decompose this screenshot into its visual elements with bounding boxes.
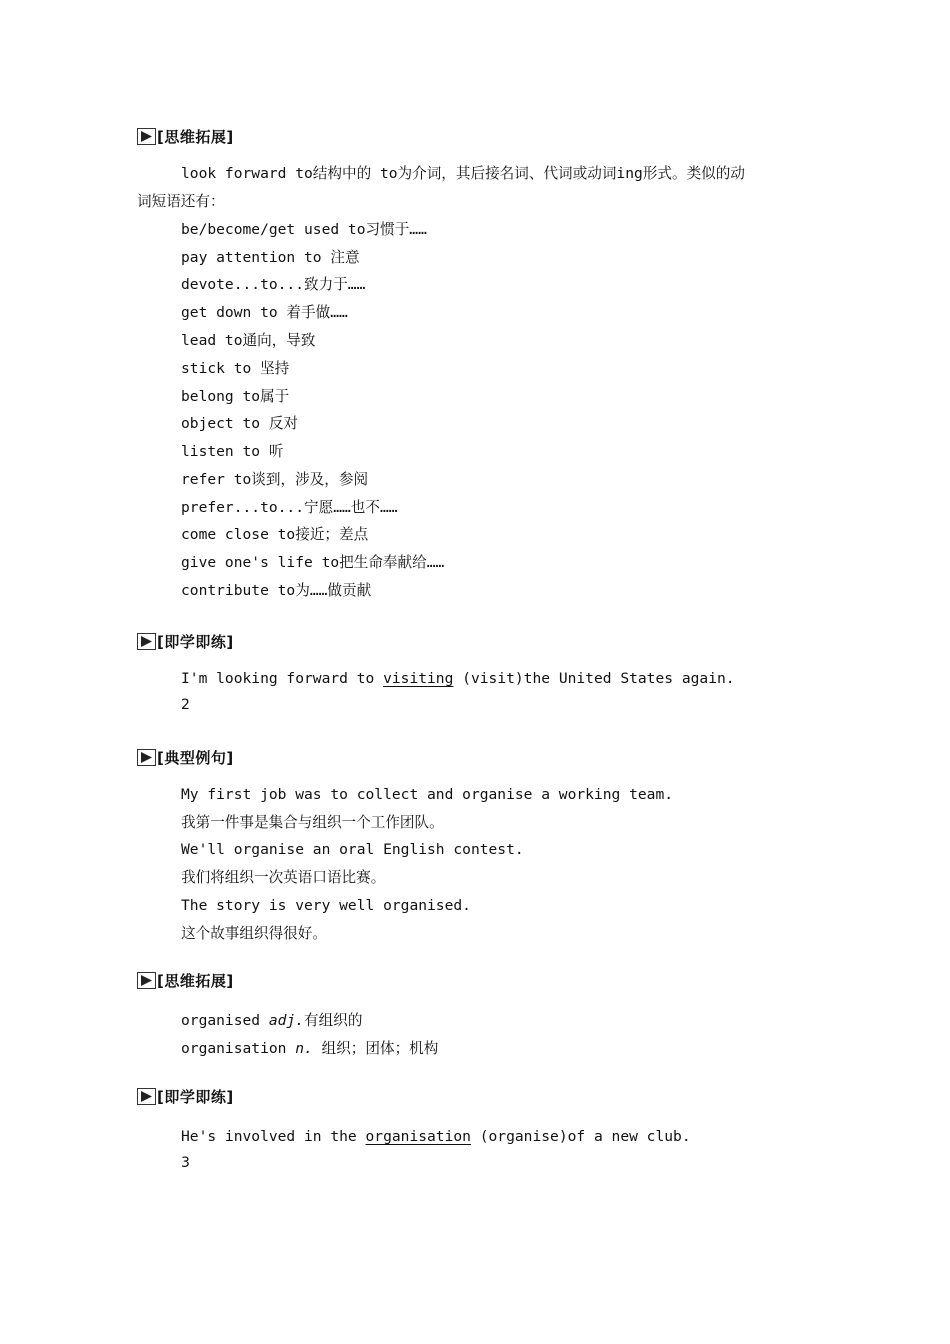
phrase-item: come close to接近；差点 [181, 526, 369, 543]
sentence-end: (visit)the United States again. [453, 670, 735, 687]
section-header-examples [137, 746, 234, 768]
phrase-item: give one's life to把生命奉献给…… [181, 554, 445, 571]
play-arrow-icon [137, 749, 156, 766]
meaning: 有组织的 [304, 1012, 363, 1029]
exercise-sentence [181, 1127, 691, 1147]
word-entry [181, 1039, 438, 1059]
play-arrow-icon [137, 128, 156, 145]
meaning: 组织；团体；机构 [312, 1040, 439, 1057]
sentence-start: I'm looking forward to [181, 670, 384, 687]
phrase-item: pay attention to 注意 [181, 249, 360, 266]
phrase-item: belong to属于 [181, 388, 290, 405]
phrase-item: prefer...to...宁愿……也不…… [181, 499, 398, 516]
play-arrow-icon [137, 972, 156, 989]
word-entry [181, 1011, 362, 1031]
play-arrow-icon [137, 1088, 156, 1105]
example-translation: 我们将组织一次英语口语比赛。 [181, 869, 386, 886]
section-header-thinking-1 [137, 125, 234, 147]
section-title: [思维拓展] [157, 971, 234, 990]
play-arrow-icon [137, 633, 156, 650]
phrase-item: be/become/get used to习惯于…… [181, 221, 427, 238]
section-header-practice-1 [137, 630, 234, 652]
section-title: [思维拓展] [157, 127, 234, 146]
word: organisation [181, 1040, 296, 1057]
phrase-item: lead to通向，导致 [181, 332, 316, 349]
phrase-item: devote...to...致力于…… [181, 276, 366, 293]
section-title: [即学即练] [157, 632, 234, 651]
phrase-item: contribute to为……做贡献 [181, 582, 372, 599]
example-sentence: We'll organise an oral English contest. [181, 841, 524, 858]
page-number: 2 [181, 697, 190, 713]
section-title: [典型例句] [157, 748, 234, 767]
intro-line-1: look forward to结构中的 to为介词，其后接名词、代词或动词ing形式。类似的动 [181, 165, 745, 182]
part-of-speech: n. [295, 1040, 313, 1057]
section-title: [即学即练] [157, 1087, 234, 1106]
example-translation: 我第一件事是集合与组织一个工作团队。 [181, 814, 444, 831]
answer-blank: visiting [383, 670, 454, 687]
word: organised [181, 1012, 269, 1029]
example-translation: 这个故事组织得很好。 [181, 925, 327, 942]
answer-blank: organisation [365, 1128, 471, 1145]
phrase-item: stick to 坚持 [181, 360, 290, 377]
section-header-practice-2 [137, 1085, 234, 1107]
section-header-thinking-2 [137, 969, 234, 991]
sentence-start: He's involved in the [181, 1128, 366, 1145]
sentence-end: (organise)of a new club. [470, 1128, 691, 1145]
part-of-speech: adj. [268, 1012, 305, 1029]
phrase-item: object to 反对 [181, 415, 299, 432]
phrase-item: listen to 听 [181, 443, 284, 460]
example-sentence: My first job was to collect and organise a working team. [181, 786, 674, 803]
phrase-item: get down to 着手做…… [181, 304, 348, 321]
example-sentence: The story is very well organised. [181, 897, 471, 914]
phrase-item: refer to谈到，涉及，参阅 [181, 471, 369, 488]
page-number: 3 [181, 1155, 190, 1171]
intro-line-2: 词短语还有： [137, 193, 225, 210]
exercise-sentence [181, 669, 735, 689]
